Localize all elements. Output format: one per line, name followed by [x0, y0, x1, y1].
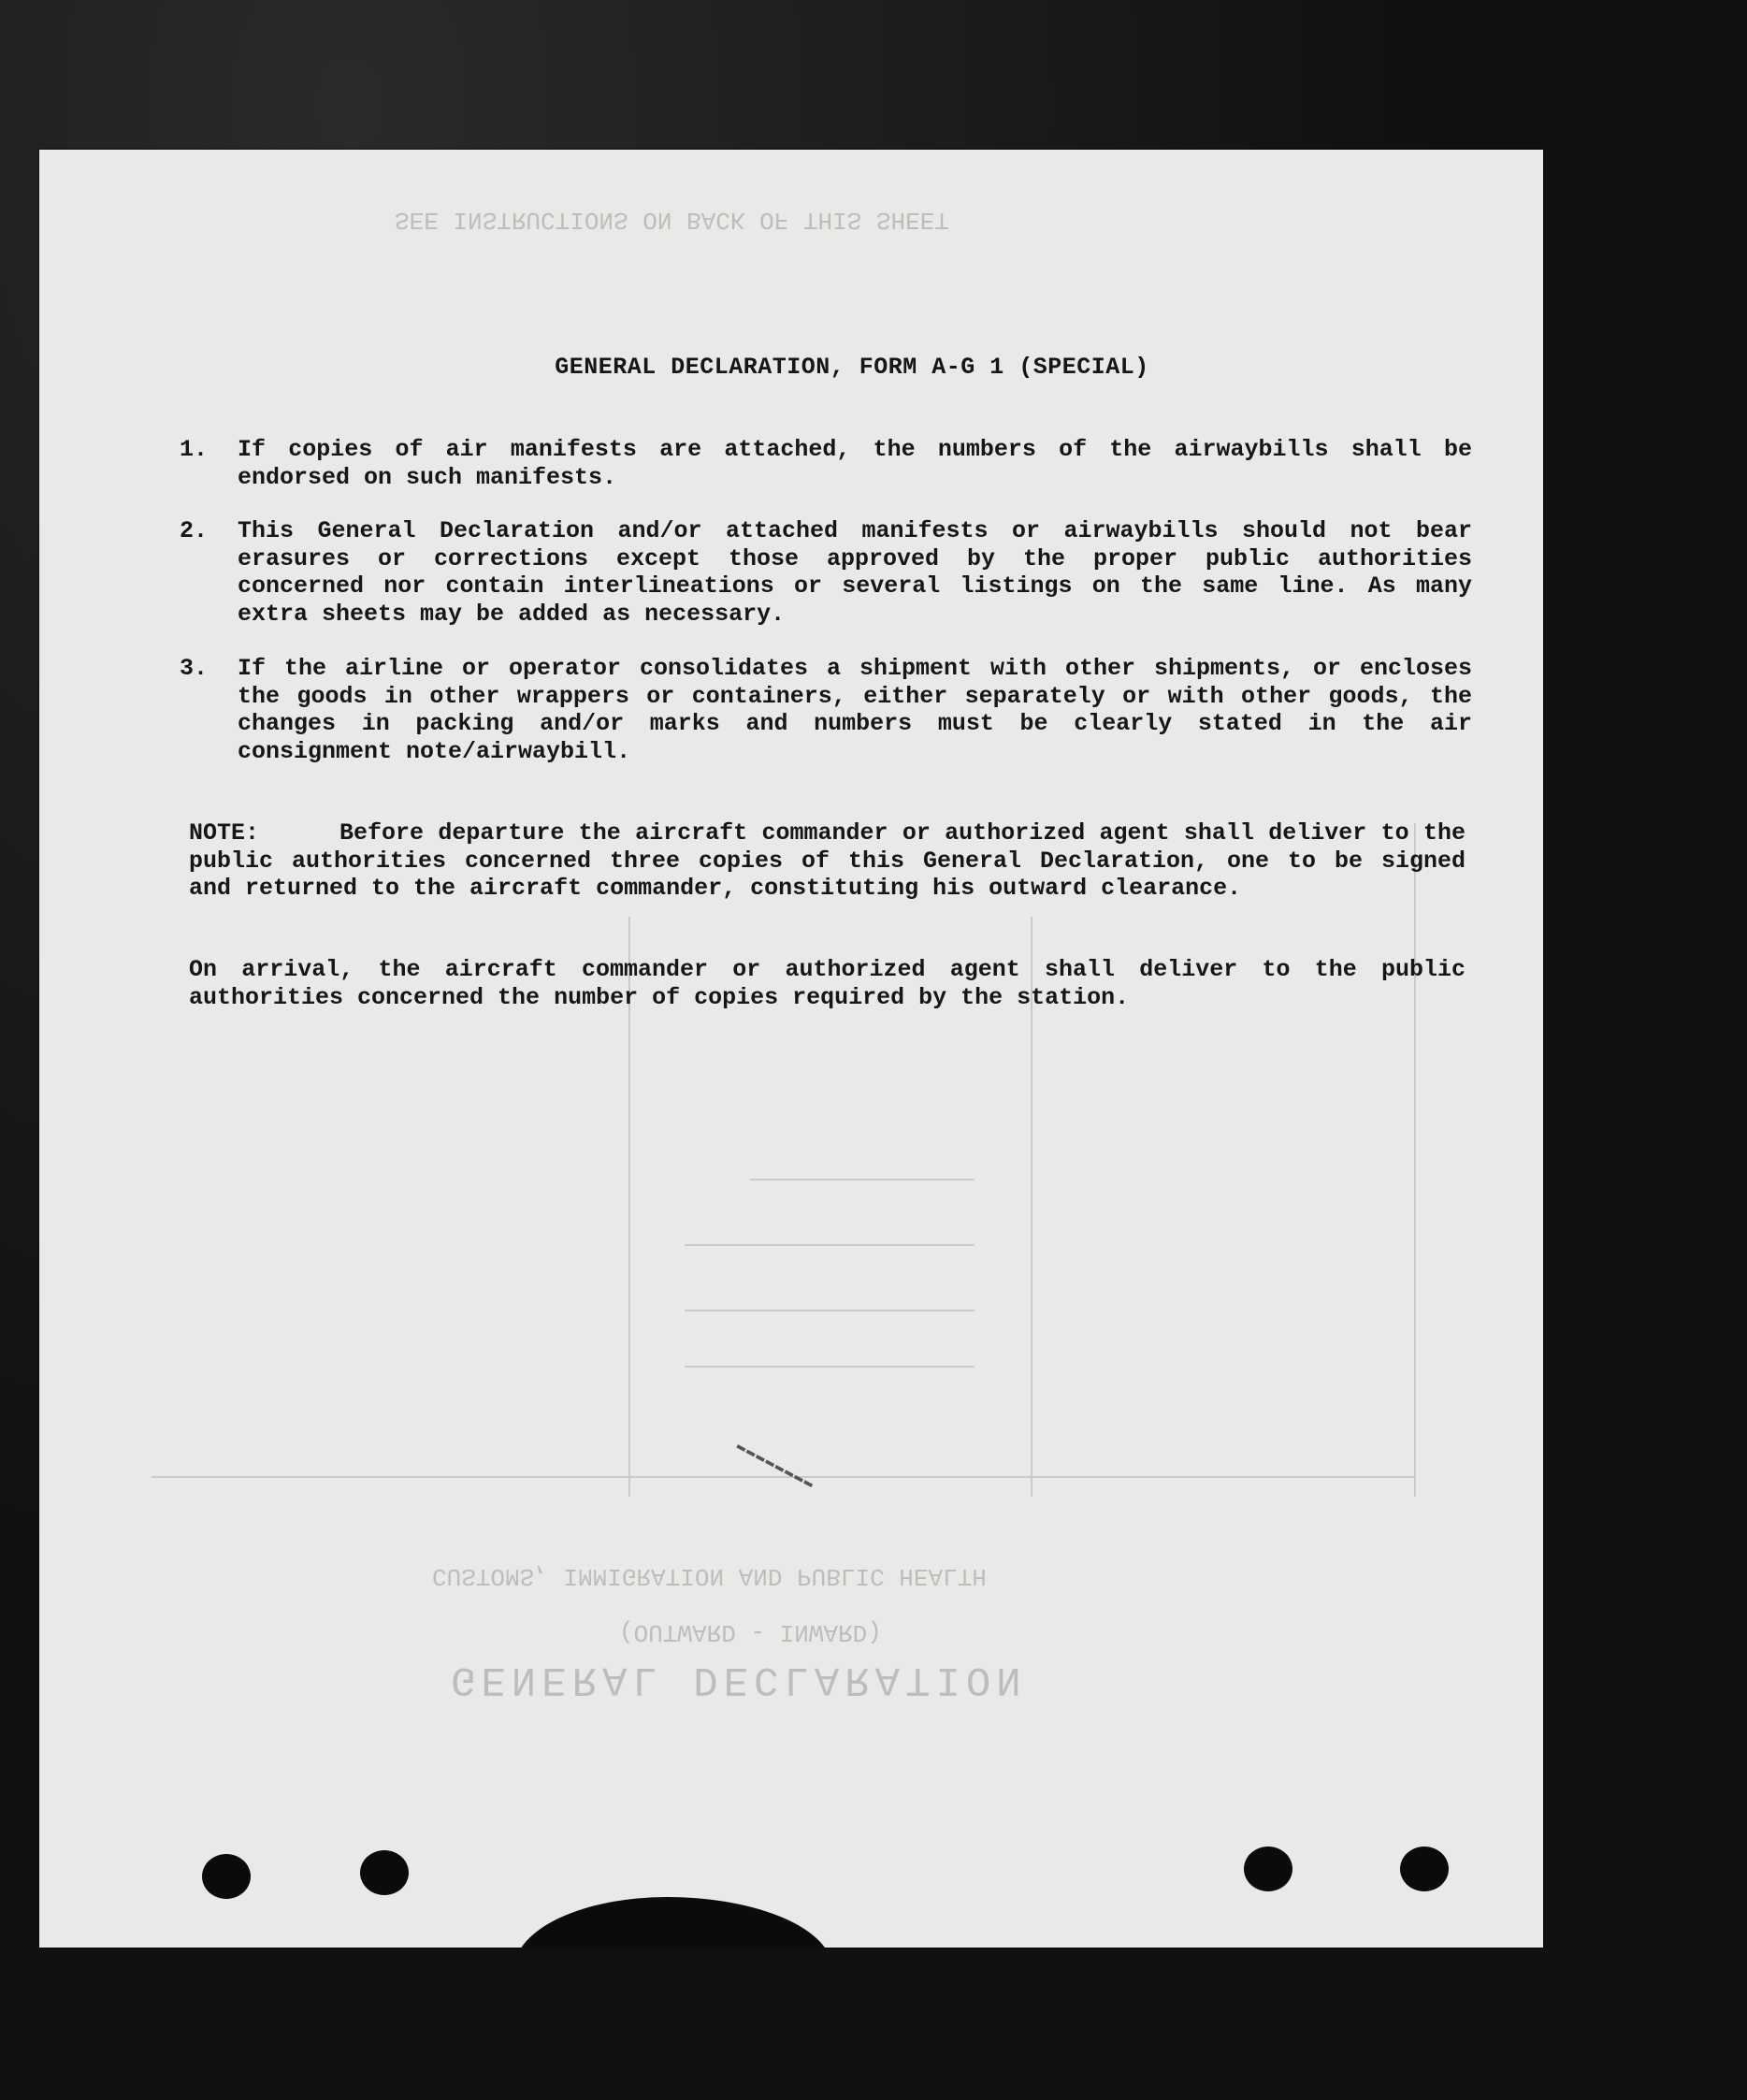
bleed-through-text: (OUTWARD - INWARD) [619, 1618, 882, 1646]
bleed-through-rule [685, 1366, 975, 1368]
list-item-text: If copies of air manifests are attached, the numbers of the airwaybills shall be endorsed on such manifests. [238, 436, 1472, 491]
document-page [39, 150, 1543, 1948]
bleed-through-rule [750, 1179, 975, 1180]
bleed-through-rule [685, 1244, 975, 1246]
list-item-text: If the airline or operator consolidates a shipment with other shipments, or encloses the goods in other wrappers or containers, either separately or with other goods, the changes in packing and/or marks and numbers must be clearly stated in the air consignment note/airwaybill. [238, 655, 1472, 765]
punch-hole [202, 1854, 251, 1899]
bleed-through-text: SEE INSTRUCTIONS ON BACK OF THIS SHEET [395, 206, 949, 234]
list-item-text: This General Declaration and/or attached manifests or airwaybills should not bear erasures or corrections except those approved by the proper public authorities concerned nor contain interlineations or several listings on the same line. As many extra sheets may be added as necessary. [238, 517, 1472, 628]
bleed-through-text: CUSTOMS, IMMIGRATION AND PUBLIC HEALTH [432, 1562, 987, 1590]
faint-stamp: ▬▬▬▬▬▬▬▬ [732, 1440, 817, 1496]
punch-hole [360, 1850, 409, 1895]
note-paragraph [189, 819, 1465, 903]
list-item-number: 2. [180, 517, 209, 544]
torn-edge-blotch [514, 1897, 832, 1948]
punch-hole [1244, 1847, 1292, 1891]
punch-hole [1400, 1847, 1449, 1891]
arrival-paragraph: On arrival, the aircraft commander or authorized agent shall deliver to the public authorities concerned the number of copies required by the station. [189, 956, 1465, 1011]
note-label: NOTE: [189, 819, 260, 847]
bleed-through-rule [1414, 823, 1416, 1497]
note-text: Before departure the aircraft commander or authorized agent shall deliver to the public authorities concerned three copies of this General Declaration, one to be signed and returned to the aircraft commander, constituting his outward clearance. [189, 819, 1465, 902]
page-title: GENERAL DECLARATION, FORM A-G 1 (SPECIAL) [555, 354, 1149, 381]
list-item-number: 1. [180, 436, 209, 463]
bleed-through-rule [685, 1310, 975, 1311]
list-item-number: 3. [180, 655, 209, 682]
bleed-through-text: GENERAL DECLARATION [451, 1656, 1027, 1702]
